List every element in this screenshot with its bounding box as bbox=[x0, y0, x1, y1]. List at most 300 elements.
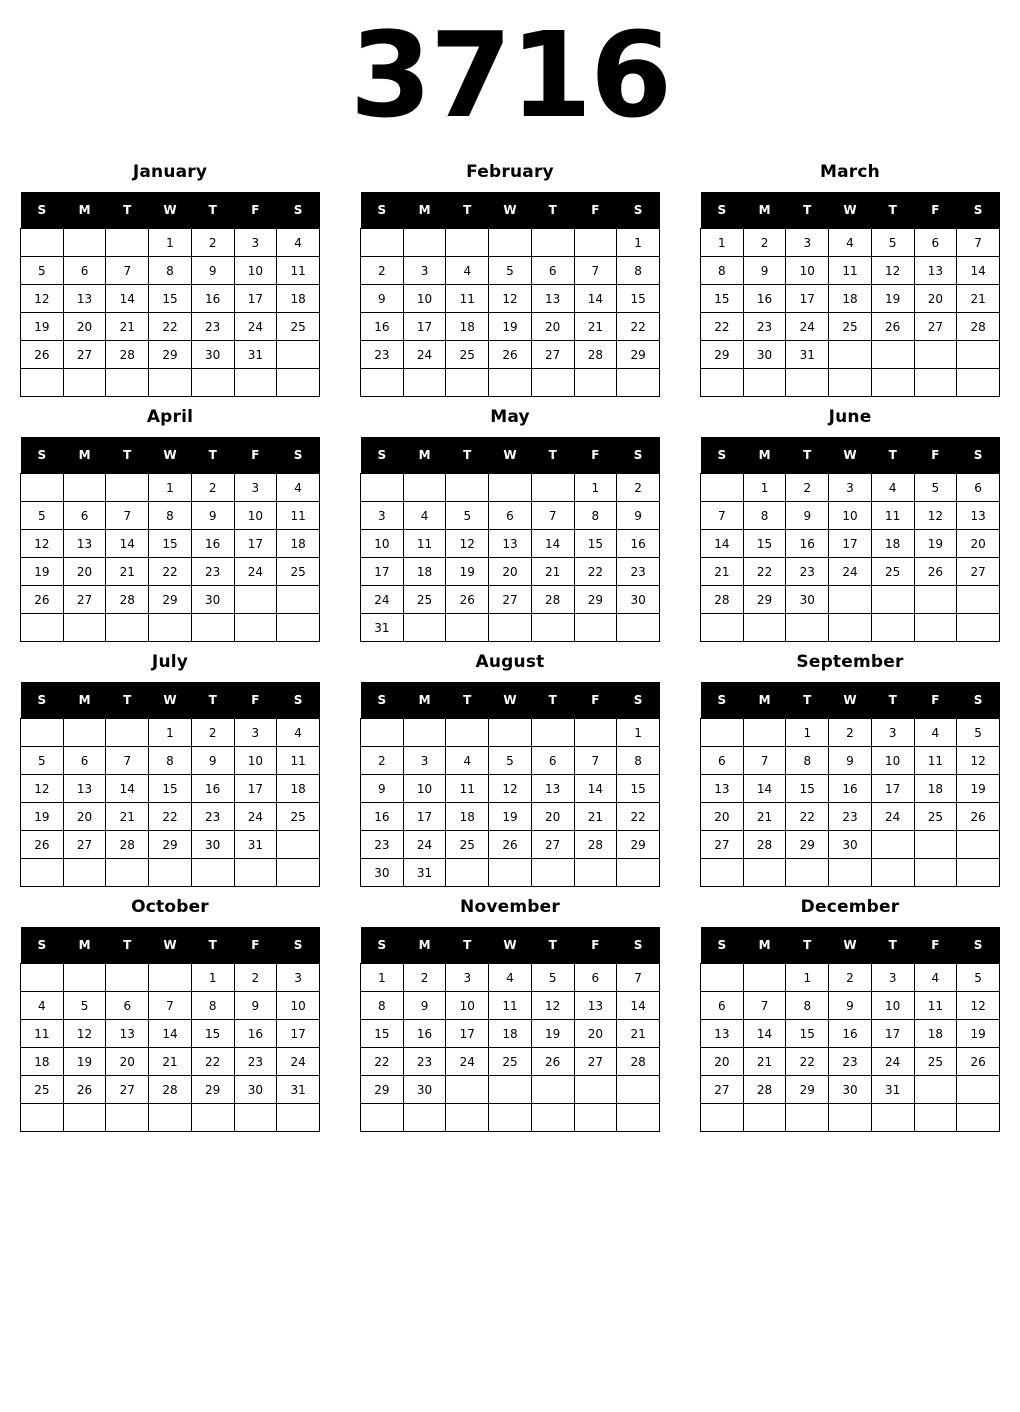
day-cell[interactable]: 14 bbox=[149, 1020, 192, 1048]
day-cell[interactable]: 29 bbox=[743, 586, 786, 614]
day-cell[interactable]: 28 bbox=[106, 341, 149, 369]
day-cell[interactable]: 31 bbox=[234, 341, 277, 369]
day-cell[interactable]: 19 bbox=[489, 313, 532, 341]
day-cell[interactable]: 28 bbox=[743, 1076, 786, 1104]
day-cell[interactable]: 1 bbox=[617, 719, 660, 747]
day-cell[interactable]: 6 bbox=[957, 474, 1000, 502]
day-cell[interactable]: 28 bbox=[957, 313, 1000, 341]
day-cell[interactable]: 12 bbox=[446, 530, 489, 558]
day-cell[interactable]: 16 bbox=[403, 1020, 446, 1048]
day-cell[interactable]: 11 bbox=[277, 747, 320, 775]
day-cell[interactable]: 26 bbox=[63, 1076, 106, 1104]
day-cell[interactable]: 10 bbox=[871, 747, 914, 775]
day-cell[interactable]: 14 bbox=[574, 285, 617, 313]
day-cell[interactable]: 24 bbox=[361, 586, 404, 614]
day-cell[interactable]: 27 bbox=[701, 1076, 744, 1104]
day-cell[interactable]: 9 bbox=[617, 502, 660, 530]
day-cell[interactable]: 29 bbox=[617, 341, 660, 369]
day-cell[interactable]: 9 bbox=[234, 992, 277, 1020]
day-cell[interactable]: 23 bbox=[617, 558, 660, 586]
day-cell[interactable]: 28 bbox=[574, 831, 617, 859]
day-cell[interactable]: 20 bbox=[957, 530, 1000, 558]
day-cell[interactable]: 7 bbox=[743, 747, 786, 775]
day-cell[interactable]: 4 bbox=[489, 964, 532, 992]
day-cell[interactable]: 27 bbox=[914, 313, 957, 341]
day-cell[interactable]: 25 bbox=[403, 586, 446, 614]
day-cell[interactable]: 12 bbox=[957, 747, 1000, 775]
day-cell[interactable]: 5 bbox=[446, 502, 489, 530]
day-cell[interactable]: 12 bbox=[21, 775, 64, 803]
day-cell[interactable]: 17 bbox=[786, 285, 829, 313]
day-cell[interactable]: 12 bbox=[21, 285, 64, 313]
day-cell[interactable]: 6 bbox=[531, 747, 574, 775]
day-cell[interactable]: 9 bbox=[403, 992, 446, 1020]
day-cell[interactable]: 14 bbox=[574, 775, 617, 803]
day-cell[interactable]: 12 bbox=[914, 502, 957, 530]
day-cell[interactable]: 8 bbox=[361, 992, 404, 1020]
day-cell[interactable]: 17 bbox=[234, 775, 277, 803]
day-cell[interactable]: 23 bbox=[829, 1048, 872, 1076]
day-cell[interactable]: 21 bbox=[743, 803, 786, 831]
day-cell[interactable]: 4 bbox=[277, 474, 320, 502]
day-cell[interactable]: 13 bbox=[531, 775, 574, 803]
day-cell[interactable]: 24 bbox=[871, 803, 914, 831]
day-cell[interactable]: 27 bbox=[531, 341, 574, 369]
day-cell[interactable]: 16 bbox=[191, 775, 234, 803]
day-cell[interactable]: 6 bbox=[63, 502, 106, 530]
day-cell[interactable]: 27 bbox=[106, 1076, 149, 1104]
day-cell[interactable]: 11 bbox=[871, 502, 914, 530]
day-cell[interactable]: 22 bbox=[149, 803, 192, 831]
day-cell[interactable]: 17 bbox=[871, 1020, 914, 1048]
day-cell[interactable]: 30 bbox=[403, 1076, 446, 1104]
day-cell[interactable]: 4 bbox=[446, 257, 489, 285]
day-cell[interactable]: 25 bbox=[871, 558, 914, 586]
day-cell[interactable]: 4 bbox=[446, 747, 489, 775]
day-cell[interactable]: 18 bbox=[277, 285, 320, 313]
day-cell[interactable]: 29 bbox=[574, 586, 617, 614]
day-cell[interactable]: 24 bbox=[403, 831, 446, 859]
day-cell[interactable]: 2 bbox=[743, 229, 786, 257]
day-cell[interactable]: 22 bbox=[701, 313, 744, 341]
day-cell[interactable]: 20 bbox=[63, 803, 106, 831]
day-cell[interactable]: 10 bbox=[234, 257, 277, 285]
day-cell[interactable]: 7 bbox=[617, 964, 660, 992]
day-cell[interactable]: 14 bbox=[701, 530, 744, 558]
day-cell[interactable]: 14 bbox=[617, 992, 660, 1020]
day-cell[interactable]: 15 bbox=[574, 530, 617, 558]
day-cell[interactable]: 5 bbox=[489, 257, 532, 285]
day-cell[interactable]: 26 bbox=[489, 831, 532, 859]
day-cell[interactable]: 28 bbox=[106, 831, 149, 859]
day-cell[interactable]: 9 bbox=[361, 285, 404, 313]
day-cell[interactable]: 12 bbox=[871, 257, 914, 285]
day-cell[interactable]: 24 bbox=[446, 1048, 489, 1076]
day-cell[interactable]: 1 bbox=[743, 474, 786, 502]
day-cell[interactable]: 9 bbox=[361, 775, 404, 803]
day-cell[interactable]: 21 bbox=[106, 313, 149, 341]
day-cell[interactable]: 14 bbox=[957, 257, 1000, 285]
day-cell[interactable]: 6 bbox=[63, 747, 106, 775]
day-cell[interactable]: 25 bbox=[446, 341, 489, 369]
day-cell[interactable]: 6 bbox=[701, 992, 744, 1020]
day-cell[interactable]: 2 bbox=[191, 719, 234, 747]
day-cell[interactable]: 17 bbox=[234, 285, 277, 313]
day-cell[interactable]: 4 bbox=[914, 719, 957, 747]
day-cell[interactable]: 23 bbox=[191, 558, 234, 586]
day-cell[interactable]: 24 bbox=[403, 341, 446, 369]
day-cell[interactable]: 20 bbox=[106, 1048, 149, 1076]
day-cell[interactable]: 27 bbox=[701, 831, 744, 859]
day-cell[interactable]: 23 bbox=[234, 1048, 277, 1076]
day-cell[interactable]: 15 bbox=[149, 775, 192, 803]
day-cell[interactable]: 17 bbox=[446, 1020, 489, 1048]
day-cell[interactable]: 31 bbox=[871, 1076, 914, 1104]
day-cell[interactable]: 13 bbox=[63, 285, 106, 313]
day-cell[interactable]: 22 bbox=[743, 558, 786, 586]
day-cell[interactable]: 25 bbox=[489, 1048, 532, 1076]
day-cell[interactable]: 20 bbox=[531, 803, 574, 831]
day-cell[interactable]: 12 bbox=[21, 530, 64, 558]
day-cell[interactable]: 10 bbox=[829, 502, 872, 530]
day-cell[interactable]: 13 bbox=[574, 992, 617, 1020]
day-cell[interactable]: 16 bbox=[191, 285, 234, 313]
day-cell[interactable]: 7 bbox=[574, 257, 617, 285]
day-cell[interactable]: 17 bbox=[403, 313, 446, 341]
day-cell[interactable]: 12 bbox=[531, 992, 574, 1020]
day-cell[interactable]: 16 bbox=[829, 775, 872, 803]
day-cell[interactable]: 27 bbox=[63, 586, 106, 614]
day-cell[interactable]: 11 bbox=[914, 747, 957, 775]
day-cell[interactable]: 23 bbox=[786, 558, 829, 586]
day-cell[interactable]: 29 bbox=[701, 341, 744, 369]
day-cell[interactable]: 11 bbox=[914, 992, 957, 1020]
day-cell[interactable]: 25 bbox=[829, 313, 872, 341]
day-cell[interactable]: 30 bbox=[191, 831, 234, 859]
day-cell[interactable]: 28 bbox=[531, 586, 574, 614]
day-cell[interactable]: 19 bbox=[21, 558, 64, 586]
day-cell[interactable]: 15 bbox=[191, 1020, 234, 1048]
day-cell[interactable]: 3 bbox=[403, 747, 446, 775]
day-cell[interactable]: 7 bbox=[701, 502, 744, 530]
day-cell[interactable]: 3 bbox=[277, 964, 320, 992]
day-cell[interactable]: 17 bbox=[361, 558, 404, 586]
day-cell[interactable]: 21 bbox=[106, 803, 149, 831]
day-cell[interactable]: 23 bbox=[191, 803, 234, 831]
day-cell[interactable]: 29 bbox=[149, 586, 192, 614]
day-cell[interactable]: 31 bbox=[234, 831, 277, 859]
day-cell[interactable]: 10 bbox=[871, 992, 914, 1020]
day-cell[interactable]: 11 bbox=[829, 257, 872, 285]
day-cell[interactable]: 28 bbox=[574, 341, 617, 369]
day-cell[interactable]: 10 bbox=[277, 992, 320, 1020]
day-cell[interactable]: 5 bbox=[63, 992, 106, 1020]
day-cell[interactable]: 19 bbox=[914, 530, 957, 558]
day-cell[interactable]: 12 bbox=[489, 775, 532, 803]
day-cell[interactable]: 3 bbox=[871, 719, 914, 747]
day-cell[interactable]: 9 bbox=[191, 502, 234, 530]
day-cell[interactable]: 17 bbox=[829, 530, 872, 558]
day-cell[interactable]: 14 bbox=[531, 530, 574, 558]
day-cell[interactable]: 14 bbox=[106, 530, 149, 558]
day-cell[interactable]: 26 bbox=[871, 313, 914, 341]
day-cell[interactable]: 5 bbox=[21, 257, 64, 285]
day-cell[interactable]: 6 bbox=[701, 747, 744, 775]
day-cell[interactable]: 2 bbox=[829, 719, 872, 747]
day-cell[interactable]: 8 bbox=[617, 747, 660, 775]
day-cell[interactable]: 10 bbox=[403, 775, 446, 803]
day-cell[interactable]: 24 bbox=[786, 313, 829, 341]
day-cell[interactable]: 26 bbox=[914, 558, 957, 586]
day-cell[interactable]: 9 bbox=[829, 992, 872, 1020]
day-cell[interactable]: 3 bbox=[361, 502, 404, 530]
day-cell[interactable]: 18 bbox=[446, 803, 489, 831]
day-cell[interactable]: 13 bbox=[63, 530, 106, 558]
day-cell[interactable]: 8 bbox=[149, 257, 192, 285]
day-cell[interactable]: 29 bbox=[149, 341, 192, 369]
day-cell[interactable]: 14 bbox=[106, 775, 149, 803]
day-cell[interactable]: 29 bbox=[617, 831, 660, 859]
day-cell[interactable]: 6 bbox=[63, 257, 106, 285]
day-cell[interactable]: 11 bbox=[21, 1020, 64, 1048]
day-cell[interactable]: 4 bbox=[871, 474, 914, 502]
day-cell[interactable]: 22 bbox=[191, 1048, 234, 1076]
day-cell[interactable]: 11 bbox=[277, 257, 320, 285]
day-cell[interactable]: 23 bbox=[743, 313, 786, 341]
day-cell[interactable]: 18 bbox=[871, 530, 914, 558]
day-cell[interactable]: 24 bbox=[234, 558, 277, 586]
day-cell[interactable]: 31 bbox=[403, 859, 446, 887]
day-cell[interactable]: 7 bbox=[106, 747, 149, 775]
day-cell[interactable]: 16 bbox=[191, 530, 234, 558]
day-cell[interactable]: 17 bbox=[234, 530, 277, 558]
day-cell[interactable]: 1 bbox=[191, 964, 234, 992]
day-cell[interactable]: 19 bbox=[63, 1048, 106, 1076]
day-cell[interactable]: 26 bbox=[446, 586, 489, 614]
day-cell[interactable]: 4 bbox=[914, 964, 957, 992]
day-cell[interactable]: 22 bbox=[361, 1048, 404, 1076]
day-cell[interactable]: 14 bbox=[106, 285, 149, 313]
day-cell[interactable]: 5 bbox=[957, 719, 1000, 747]
day-cell[interactable]: 10 bbox=[786, 257, 829, 285]
day-cell[interactable]: 8 bbox=[786, 992, 829, 1020]
day-cell[interactable]: 16 bbox=[361, 313, 404, 341]
day-cell[interactable]: 8 bbox=[191, 992, 234, 1020]
day-cell[interactable]: 19 bbox=[21, 313, 64, 341]
day-cell[interactable]: 13 bbox=[701, 1020, 744, 1048]
day-cell[interactable]: 24 bbox=[829, 558, 872, 586]
day-cell[interactable]: 23 bbox=[361, 341, 404, 369]
day-cell[interactable]: 19 bbox=[957, 1020, 1000, 1048]
day-cell[interactable]: 27 bbox=[489, 586, 532, 614]
day-cell[interactable]: 22 bbox=[786, 1048, 829, 1076]
day-cell[interactable]: 19 bbox=[871, 285, 914, 313]
day-cell[interactable]: 30 bbox=[361, 859, 404, 887]
day-cell[interactable]: 10 bbox=[234, 502, 277, 530]
day-cell[interactable]: 27 bbox=[531, 831, 574, 859]
day-cell[interactable]: 21 bbox=[743, 1048, 786, 1076]
day-cell[interactable]: 19 bbox=[21, 803, 64, 831]
day-cell[interactable]: 9 bbox=[191, 747, 234, 775]
day-cell[interactable]: 2 bbox=[191, 229, 234, 257]
day-cell[interactable]: 30 bbox=[191, 586, 234, 614]
day-cell[interactable]: 20 bbox=[701, 1048, 744, 1076]
day-cell[interactable]: 19 bbox=[446, 558, 489, 586]
day-cell[interactable]: 8 bbox=[617, 257, 660, 285]
day-cell[interactable]: 4 bbox=[21, 992, 64, 1020]
day-cell[interactable]: 8 bbox=[786, 747, 829, 775]
day-cell[interactable]: 21 bbox=[531, 558, 574, 586]
day-cell[interactable]: 20 bbox=[701, 803, 744, 831]
day-cell[interactable]: 1 bbox=[701, 229, 744, 257]
day-cell[interactable]: 7 bbox=[106, 257, 149, 285]
day-cell[interactable]: 16 bbox=[743, 285, 786, 313]
day-cell[interactable]: 13 bbox=[489, 530, 532, 558]
day-cell[interactable]: 2 bbox=[361, 257, 404, 285]
day-cell[interactable]: 27 bbox=[63, 341, 106, 369]
day-cell[interactable]: 2 bbox=[361, 747, 404, 775]
day-cell[interactable]: 29 bbox=[149, 831, 192, 859]
day-cell[interactable]: 23 bbox=[191, 313, 234, 341]
day-cell[interactable]: 21 bbox=[617, 1020, 660, 1048]
day-cell[interactable]: 10 bbox=[403, 285, 446, 313]
day-cell[interactable]: 3 bbox=[871, 964, 914, 992]
day-cell[interactable]: 26 bbox=[489, 341, 532, 369]
day-cell[interactable]: 20 bbox=[489, 558, 532, 586]
day-cell[interactable]: 15 bbox=[149, 530, 192, 558]
day-cell[interactable]: 26 bbox=[21, 831, 64, 859]
day-cell[interactable]: 18 bbox=[489, 1020, 532, 1048]
day-cell[interactable]: 6 bbox=[106, 992, 149, 1020]
day-cell[interactable]: 19 bbox=[531, 1020, 574, 1048]
day-cell[interactable]: 18 bbox=[277, 775, 320, 803]
day-cell[interactable]: 11 bbox=[403, 530, 446, 558]
day-cell[interactable]: 6 bbox=[489, 502, 532, 530]
day-cell[interactable]: 23 bbox=[403, 1048, 446, 1076]
day-cell[interactable]: 30 bbox=[617, 586, 660, 614]
day-cell[interactable]: 3 bbox=[403, 257, 446, 285]
day-cell[interactable]: 18 bbox=[914, 1020, 957, 1048]
day-cell[interactable]: 6 bbox=[531, 257, 574, 285]
day-cell[interactable]: 9 bbox=[743, 257, 786, 285]
day-cell[interactable]: 8 bbox=[149, 502, 192, 530]
day-cell[interactable]: 28 bbox=[106, 586, 149, 614]
day-cell[interactable]: 9 bbox=[786, 502, 829, 530]
day-cell[interactable]: 19 bbox=[957, 775, 1000, 803]
day-cell[interactable]: 19 bbox=[489, 803, 532, 831]
day-cell[interactable]: 5 bbox=[21, 747, 64, 775]
day-cell[interactable]: 8 bbox=[149, 747, 192, 775]
day-cell[interactable]: 29 bbox=[786, 831, 829, 859]
day-cell[interactable]: 29 bbox=[361, 1076, 404, 1104]
day-cell[interactable]: 17 bbox=[403, 803, 446, 831]
day-cell[interactable]: 13 bbox=[914, 257, 957, 285]
day-cell[interactable]: 11 bbox=[277, 502, 320, 530]
day-cell[interactable]: 25 bbox=[21, 1076, 64, 1104]
day-cell[interactable]: 24 bbox=[234, 803, 277, 831]
day-cell[interactable]: 18 bbox=[914, 775, 957, 803]
day-cell[interactable]: 16 bbox=[361, 803, 404, 831]
day-cell[interactable]: 25 bbox=[277, 803, 320, 831]
day-cell[interactable]: 21 bbox=[957, 285, 1000, 313]
day-cell[interactable]: 31 bbox=[361, 614, 404, 642]
day-cell[interactable]: 13 bbox=[63, 775, 106, 803]
day-cell[interactable]: 1 bbox=[361, 964, 404, 992]
day-cell[interactable]: 20 bbox=[63, 558, 106, 586]
day-cell[interactable]: 2 bbox=[234, 964, 277, 992]
day-cell[interactable]: 15 bbox=[786, 1020, 829, 1048]
day-cell[interactable]: 21 bbox=[701, 558, 744, 586]
day-cell[interactable]: 3 bbox=[234, 474, 277, 502]
day-cell[interactable]: 11 bbox=[489, 992, 532, 1020]
day-cell[interactable]: 31 bbox=[277, 1076, 320, 1104]
day-cell[interactable]: 24 bbox=[871, 1048, 914, 1076]
day-cell[interactable]: 12 bbox=[957, 992, 1000, 1020]
day-cell[interactable]: 7 bbox=[106, 502, 149, 530]
day-cell[interactable]: 21 bbox=[106, 558, 149, 586]
day-cell[interactable]: 1 bbox=[149, 229, 192, 257]
day-cell[interactable]: 28 bbox=[149, 1076, 192, 1104]
day-cell[interactable]: 20 bbox=[531, 313, 574, 341]
day-cell[interactable]: 5 bbox=[914, 474, 957, 502]
day-cell[interactable]: 1 bbox=[786, 964, 829, 992]
day-cell[interactable]: 15 bbox=[361, 1020, 404, 1048]
day-cell[interactable]: 16 bbox=[786, 530, 829, 558]
day-cell[interactable]: 26 bbox=[21, 341, 64, 369]
day-cell[interactable]: 13 bbox=[531, 285, 574, 313]
day-cell[interactable]: 23 bbox=[829, 803, 872, 831]
day-cell[interactable]: 25 bbox=[914, 1048, 957, 1076]
day-cell[interactable]: 13 bbox=[106, 1020, 149, 1048]
day-cell[interactable]: 11 bbox=[446, 285, 489, 313]
day-cell[interactable]: 30 bbox=[786, 586, 829, 614]
day-cell[interactable]: 1 bbox=[617, 229, 660, 257]
day-cell[interactable]: 5 bbox=[957, 964, 1000, 992]
day-cell[interactable]: 15 bbox=[786, 775, 829, 803]
day-cell[interactable]: 27 bbox=[574, 1048, 617, 1076]
day-cell[interactable]: 13 bbox=[701, 775, 744, 803]
day-cell[interactable]: 2 bbox=[191, 474, 234, 502]
day-cell[interactable]: 13 bbox=[957, 502, 1000, 530]
day-cell[interactable]: 5 bbox=[21, 502, 64, 530]
day-cell[interactable]: 22 bbox=[617, 803, 660, 831]
day-cell[interactable]: 28 bbox=[743, 831, 786, 859]
day-cell[interactable]: 18 bbox=[277, 530, 320, 558]
day-cell[interactable]: 2 bbox=[829, 964, 872, 992]
day-cell[interactable]: 22 bbox=[149, 558, 192, 586]
day-cell[interactable]: 31 bbox=[786, 341, 829, 369]
day-cell[interactable]: 26 bbox=[957, 1048, 1000, 1076]
day-cell[interactable]: 7 bbox=[531, 502, 574, 530]
day-cell[interactable]: 1 bbox=[786, 719, 829, 747]
day-cell[interactable]: 5 bbox=[871, 229, 914, 257]
day-cell[interactable]: 28 bbox=[701, 586, 744, 614]
day-cell[interactable]: 11 bbox=[446, 775, 489, 803]
day-cell[interactable]: 1 bbox=[574, 474, 617, 502]
day-cell[interactable]: 12 bbox=[63, 1020, 106, 1048]
day-cell[interactable]: 5 bbox=[531, 964, 574, 992]
day-cell[interactable]: 29 bbox=[191, 1076, 234, 1104]
day-cell[interactable]: 15 bbox=[743, 530, 786, 558]
day-cell[interactable]: 26 bbox=[531, 1048, 574, 1076]
day-cell[interactable]: 18 bbox=[446, 313, 489, 341]
day-cell[interactable]: 25 bbox=[914, 803, 957, 831]
day-cell[interactable]: 30 bbox=[234, 1076, 277, 1104]
day-cell[interactable]: 26 bbox=[957, 803, 1000, 831]
day-cell[interactable]: 1 bbox=[149, 474, 192, 502]
day-cell[interactable]: 5 bbox=[489, 747, 532, 775]
day-cell[interactable]: 30 bbox=[191, 341, 234, 369]
